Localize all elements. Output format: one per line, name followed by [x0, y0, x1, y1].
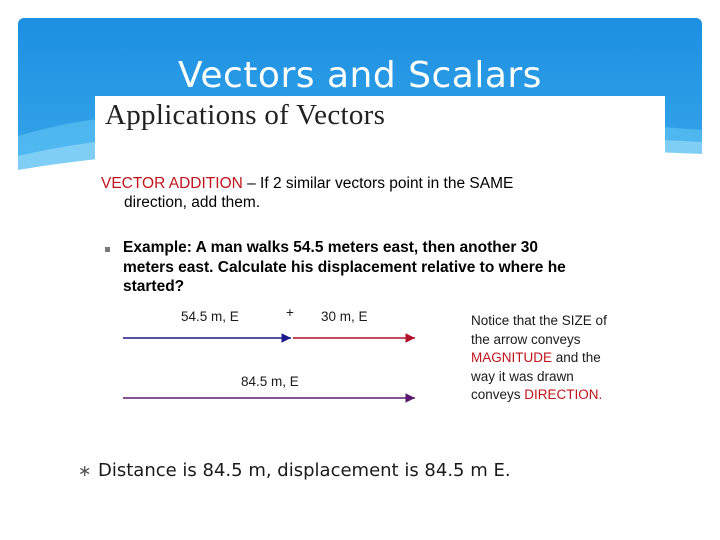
example-line-3: started? — [123, 278, 185, 295]
conclusion-bullet — [78, 458, 698, 484]
notice-line-5-start: conveys — [471, 387, 525, 402]
notice-line-3 — [471, 349, 661, 368]
vector1-label: 54.5 m, E — [181, 309, 239, 324]
notice-line-2: the arrow conveys — [471, 331, 581, 347]
panel-heading: Applications of Vectors — [105, 99, 386, 131]
resultant-label: 84.5 m, E — [241, 374, 299, 389]
vector-addition-text-line1: – If 2 similar vectors point in the SAME — [242, 175, 514, 192]
notice-line-3-rest: and the — [552, 350, 601, 365]
vector-addition-text-line2: direction, add them. — [124, 194, 261, 211]
plus-sign: + — [286, 305, 294, 320]
asterisk-bullet-icon: ∗ — [78, 461, 92, 480]
conclusion-text: Distance is 84.5 m, displacement is 84.5 m E. — [98, 460, 511, 481]
content-panel — [95, 96, 665, 411]
notice-line-1: Notice that the SIZE of — [471, 313, 607, 328]
example-line-2: meters east. Calculate his displacement relative to where he — [123, 258, 566, 276]
slide-title: Vectors and Scalars — [178, 55, 542, 96]
magnitude-term: MAGNITUDE — [471, 350, 552, 365]
vector2-label: 30 m, E — [321, 309, 368, 324]
direction-term: DIRECTION. — [524, 387, 603, 402]
vector-addition-term: VECTOR ADDITION — [101, 175, 243, 192]
notice-line-4: way it was drawn — [471, 368, 574, 384]
notice-line-5 — [471, 386, 661, 405]
example-line-1: Example: A man walks 54.5 meters east, then another 30 — [123, 239, 538, 256]
notice-note — [471, 312, 661, 405]
